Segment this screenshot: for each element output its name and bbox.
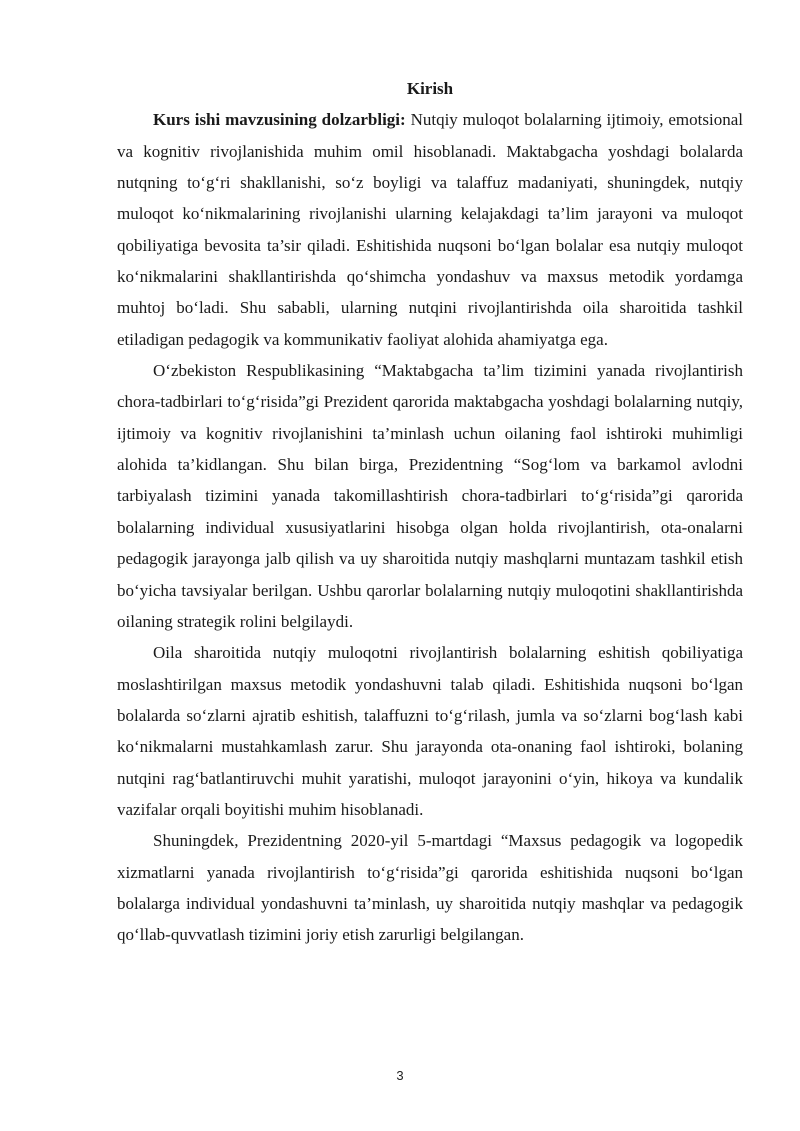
page-number: 3 [396,1068,404,1083]
paragraph-4: Shuningdek, Prezidentning 2020-yil 5-martdagi “Maxsus pedagogik va logopedik xizmatlarni yanada rivojlantirish to‘g‘risida”gi qarorida eshitishida nuqsoni bo‘lgan bolalarga individual yondashuvni ta’minlash, uy sharoitida nutqiy mashqlar va pedagogik qo‘llab-quvvatlash tizimini joriy etish zarurligi belgilangan. [117,831,743,945]
paragraph-3: Oila sharoitida nutqiy muloqotni rivojlantirish bolalarning eshitish qobiliyatiga moslashtirilgan maxsus metodik yondashuvni talab qiladi. Eshitishida nuqsoni bo‘lgan bolalarda so‘zlarni ajratib eshitish, talaffuzni to‘g‘rilash, jumla va so‘zlarni bog‘lash kabi ko‘nikmalarni mustahkamlash zarur. Shu jarayonda ota-onaning faol ishtiroki, bolaning nutqini rag‘batlantiruvchi muhit yaratishi, muloqot jarayonini o‘yin, hikoya va kundalik vazifalar orqali boyitishi muhim hisoblanadi. [117,643,743,819]
document-page [117,73,743,951]
paragraph-2: O‘zbekiston Respublikasining “Maktabgacha ta’lim tizimini yanada rivojlantirish chora-tadbirlari to‘g‘risida”gi Prezident qarorida maktabgacha yoshdagi bolalarning nutqiy, ijtimoiy va kognitiv rivojlanishini ta’minlash uchun oilaning faol ishtiroki muhimligi alohida ta’kidlangan. Shu bilan birga, Prezidentning “Sog‘lom va barkamol avlodni tarbiyalash tizimini yanada takomillashtirish chora-tadbirlari to‘g‘risida”gi qarorida bolalarning individual xususiyatlarini hisobga olgan holda rivojlantirish, ota-onalarni pedagogik jarayonga jalb qilish va uy sharoitida nutqiy mashqlarni muntazam tashkil etish bo‘yicha tavsiyalar berilgan. Ushbu qarorlar bolalarning nutqiy muloqotini shakllantirishda oilaning strategik rolini belgilaydi. [117,361,743,631]
section-title: Kirish [406,79,454,98]
paragraph-text: Nutqiy muloqot bolalarning ijtimoiy, emotsional va kognitiv rivojlanishida muhim omil hisoblanadi. Maktabgacha yoshdagi bolalarda nutqning to‘g‘ri shakllanishi, so‘z boyligi va talaffuz madaniyati, shuningdek, nutqiy muloqot ko‘nikmalarining rivojlanishi ularning kelajakdagi ta’lim jarayoni va muloqot qobiliyatiga bevosita ta’sir qiladi. Eshitishida nuqsoni bo‘lgan bolalar esa nutqiy muloqot ko‘nikmalarini shakllantirishda qo‘shimcha yondashuv va maxsus metodik yordamga muhtoj bo‘ladi. Shu sababli, ularning nutqini rivojlantirishda oila sharoitida tashkil etiladigan pedagogik va kommunikativ faoliyat alohida ahamiyatga ega. [117,110,743,349]
paragraph-lead: Kurs ishi mavzusining dolzarbligi: [153,110,406,130]
paragraph-1 [117,104,743,355]
